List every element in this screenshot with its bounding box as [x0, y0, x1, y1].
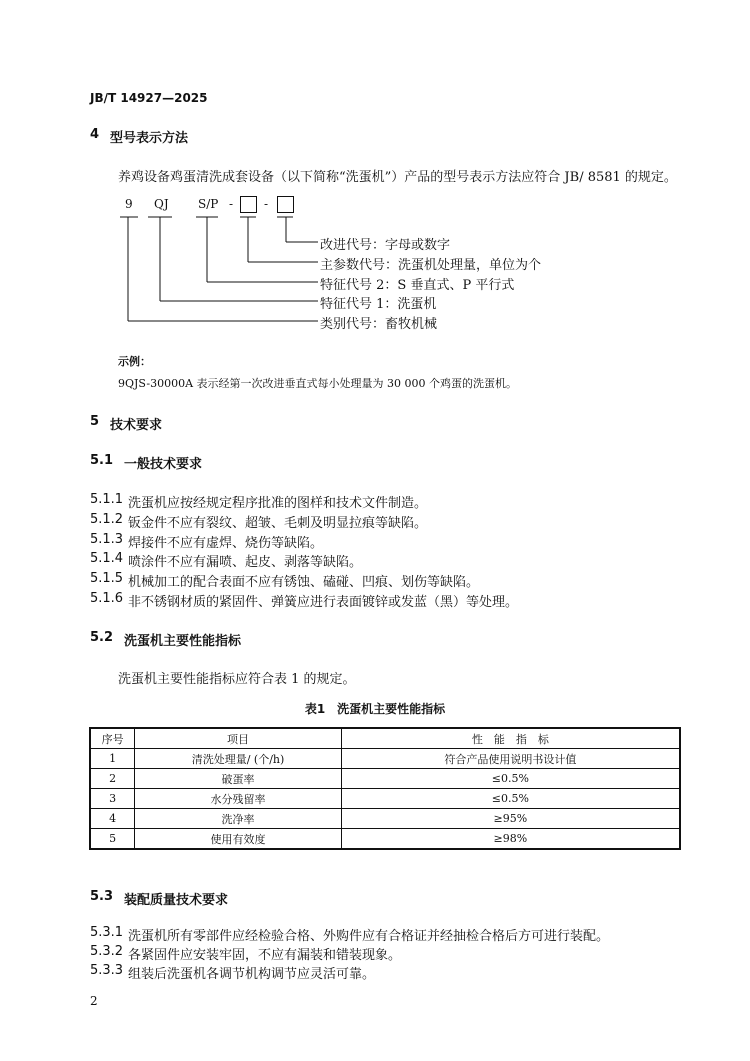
table-cell: ≤0.5%: [341, 769, 680, 789]
table-cell: ≥98%: [341, 829, 680, 850]
table-title: 表1 洗蛋机主要性能指标: [304, 702, 446, 716]
section-5-2-number: 5.2: [90, 630, 114, 645]
table-cell: ≥95%: [341, 809, 680, 829]
section-5-number: 5: [90, 414, 100, 429]
legend-feature-code-2: 特征代号 2：S 垂直式、P 平行式: [320, 278, 515, 293]
standard-number: JB/T 14927—2025: [90, 91, 208, 105]
table-header-row: [90, 728, 680, 749]
table-cell: 破蛋率: [135, 769, 341, 789]
model-code-feature-1: QJ: [154, 197, 169, 211]
section-4-title: 型号表示方法: [110, 131, 189, 146]
model-code-separator: -: [229, 197, 234, 211]
section-4-number: 4: [90, 127, 100, 142]
table-row: [90, 789, 680, 809]
table-row: [90, 749, 680, 769]
legend-feature-code-1: 特征代号 1：洗蛋机: [320, 297, 437, 312]
legend-main-parameter: 主参数代号：洗蛋机处理量，单位为个: [320, 258, 542, 273]
example-text: 9QJS-30000A 表示经第一次改进垂直式每小处理量为 30 000 个鸡蛋的洗蛋机。: [118, 377, 517, 390]
model-code-feature-2: S/P: [198, 197, 219, 211]
section-5-2-title: 洗蛋机主要性能指标: [124, 634, 242, 649]
table-row: [90, 769, 680, 789]
table-header-cell: 项目: [135, 728, 341, 749]
legend-improvement-code: 改进代号：字母或数字: [320, 238, 451, 253]
page-number: 2: [90, 994, 98, 1008]
table-cell: 5: [90, 829, 135, 850]
section-5-title: 技术要求: [110, 418, 163, 433]
section-5-3-title: 装配质量技术要求: [124, 893, 229, 908]
table-cell: 水分残留率: [135, 789, 341, 809]
table-header-cell: 性 能 指 标: [341, 728, 680, 749]
legend-category-code: 类别代号：畜牧机械: [320, 317, 438, 332]
section-4-paragraph: 养鸡设备鸡蛋清洗成套设备（以下简称“洗蛋机”）产品的型号表示方法应符合 JB/ 8581 的规定。: [118, 170, 677, 185]
table-cell: 符合产品使用说明书设计值: [341, 749, 680, 769]
table-cell: 洗净率: [135, 809, 341, 829]
table-cell: 1: [90, 749, 135, 769]
table-row: [90, 829, 680, 850]
table-header-cell: 序号: [90, 728, 135, 749]
table-cell: ≤0.5%: [341, 789, 680, 809]
section-5-1-number: 5.1: [90, 453, 114, 468]
table-cell: 使用有效度: [135, 829, 341, 850]
table-cell: 清洗处理量/ (个/h): [135, 749, 341, 769]
section-5-1-title: 一般技术要求: [124, 457, 203, 472]
table-cell: 3: [90, 789, 135, 809]
table-row: [90, 809, 680, 829]
model-code-category: 9: [125, 197, 133, 211]
table-cell: 4: [90, 809, 135, 829]
section-5-3-number: 5.3: [90, 889, 114, 904]
model-code-separator: -: [264, 197, 269, 211]
performance-table: [89, 727, 681, 850]
example-label: 示例：: [118, 355, 151, 368]
section-5-2-paragraph: 洗蛋机主要性能指标应符合表 1 的规定。: [118, 672, 356, 687]
table-cell: 2: [90, 769, 135, 789]
